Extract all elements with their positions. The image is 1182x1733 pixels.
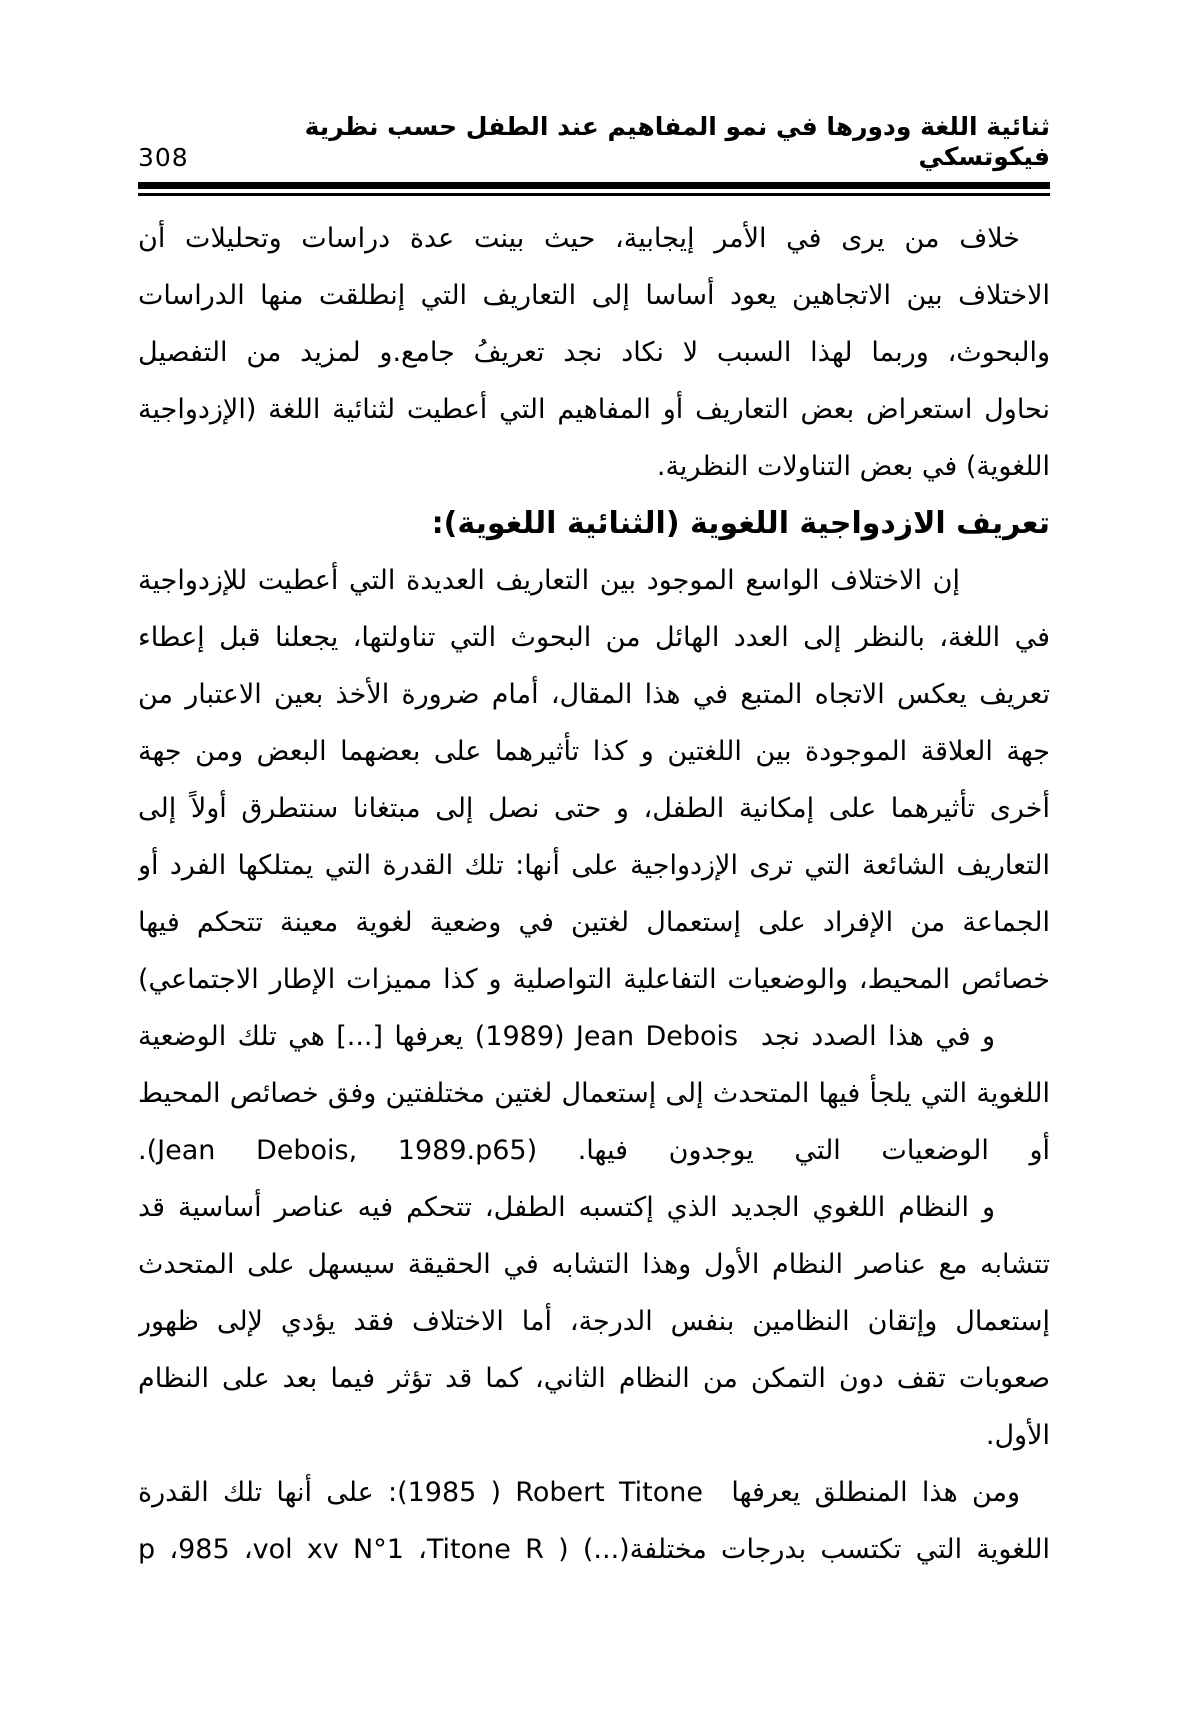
text-line: أخرى تأثيرهما على إمكانية الطفل، و حتى نصل إلى مبتغانا سنتطرق أولاً إلى <box>138 793 1050 824</box>
text-line: أو الوضعيات التي يوجدون فيها. (Jean Debois, 1989.p65). <box>138 1135 1050 1166</box>
text-line: اللغوية التي يلجأ فيها المتحدث إلى إستعمال لغتين مختلفتين وفق خصائص المحيط <box>138 1078 1050 1109</box>
text-line: إن الاختلاف الواسع الموجود بين التعاريف العديدة التي أعطيت للإزدواجية <box>138 565 960 596</box>
text-line: اللغوية) في بعض التناولات النظرية. <box>656 451 1050 482</box>
text-line: الاختلاف بين الاتجاهين يعود أساسا إلى التعاريف التي إنطلقت منها الدراسات <box>138 280 1050 311</box>
text-line: خصائص المحيط، والوضعيات التفاعلية التواصلية و كذا مميزات الإطار الاجتماعي) <box>138 964 1050 995</box>
text-line: نحاول استعراض بعض التعاريف أو المفاهيم التي أعطيت لثنائية اللغة (الإزدواجية <box>138 394 1050 425</box>
text-line: إستعمال وإتقان النظامين بنفس الدرجة، أما الاختلاف فقد يؤدي لإلى ظهور <box>138 1306 1050 1337</box>
text-line: ومن هذا المنطلق يعرفها Robert Titone‏ ( 1985): على أنها تلك القدرة <box>138 1477 1021 1508</box>
header-rule-thin-line <box>138 193 1050 196</box>
running-header-title: ثنائية اللغة ودورها في نمو المفاهيم عند الطفل حسب نظرية فيكوتسكي <box>304 112 1050 171</box>
paragraph-new-system <box>138 1179 1050 1464</box>
text-line: جهة العلاقة الموجودة بين اللغتين و كذا تأثيرهما على بعضهما البعض ومن جهة <box>138 736 1050 767</box>
paragraph-definition <box>138 552 1050 1008</box>
header-rule-thick-line <box>138 182 1050 189</box>
document-body <box>138 210 1050 1578</box>
paragraph-titone-citation <box>138 1464 1050 1578</box>
text-line: في اللغة، بالنظر إلى العدد الهائل من البحوث التي تناولتها، يجعلنا قبل إعطاء <box>138 622 1050 653</box>
section-heading-definition: تعريف الازدواجية اللغوية (الثنائية اللغوية): <box>431 506 1050 541</box>
paragraph-intro <box>138 210 1050 495</box>
text-line: والبحوث، وربما لهذا السبب لا نكاد نجد تعريفُ جامع.و لمزيد من التفصيل <box>138 337 1050 368</box>
text-line: خلاف من يرى في الأمر إيجابية، حيث بينت عدة دراسات وتحليلات أن <box>138 223 1020 254</box>
text-line: اللغوية التي تكتسب بدرجات مختلفة(...) ( Titone R‏، vol xv N°1‏، 985، p <box>138 1534 1050 1565</box>
page-number: 308 <box>138 143 189 172</box>
paragraph-debois-citation <box>138 1008 1050 1179</box>
text-line: التعاريف الشائعة التي ترى الإزدواجية على أنها: تلك القدرة التي يمتلكها الفرد أو <box>138 850 1050 881</box>
text-line: الجماعة من الإفراد على إستعمال لغتين في وضعية لغوية معينة تتحكم فيها <box>138 907 1050 938</box>
text-line: صعوبات تقف دون التمكن من النظام الثاني، كما قد تؤثر فيما بعد على النظام <box>138 1363 1050 1394</box>
text-line: و النظام اللغوي الجديد الذي إكتسبه الطفل، تتحكم فيه عناصر أساسية قد <box>138 1192 995 1223</box>
text-line: الأول. <box>985 1420 1050 1451</box>
text-line: تعريف يعكس الاتجاه المتبع في هذا المقال، أمام ضرورة الأخذ بعين الاعتبار من <box>138 679 1050 710</box>
text-line: تتشابه مع عناصر النظام الأول وهذا التشابه في الحقيقة سيسهل على المتحدث <box>138 1249 1050 1280</box>
page-header <box>138 112 1050 172</box>
text-line: و في هذا الصدد نجد Jean Debois‏ (1989) يعرفها [...] هي تلك الوضعية <box>138 1021 996 1052</box>
header-rule <box>138 182 1050 196</box>
